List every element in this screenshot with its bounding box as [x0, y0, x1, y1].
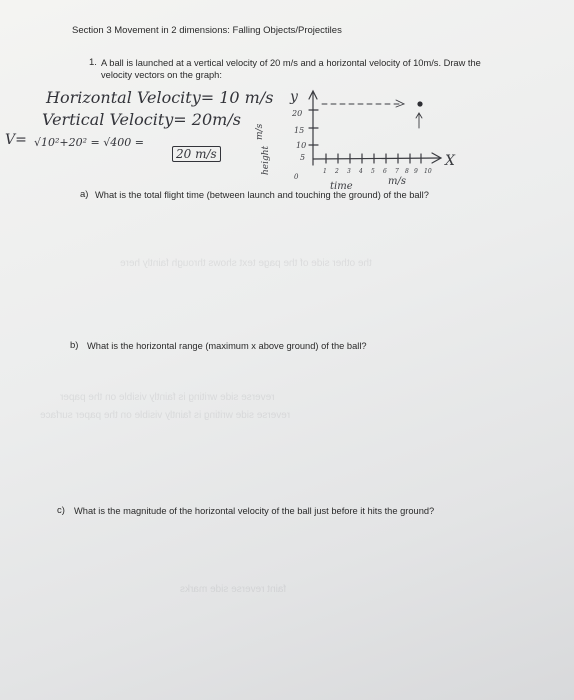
sketch-x-tick-label: 4	[359, 168, 363, 175]
sketch-vertical-axis-unit: m/s	[255, 123, 265, 140]
question-1-number: 1.	[89, 57, 97, 68]
question-c-text: What is the magnitude of the horizontal velocity of the ball just before it hits the ground?	[74, 506, 435, 516]
show-through-text: reverse side writing is faintly visible on the paper surface	[40, 410, 291, 421]
question-1-text-line1: A ball is launched at a vertical velocity of 20 m/s and a horizontal velocity of 10m/s. Draw the	[101, 58, 481, 68]
sketch-x-tick-label: 5	[371, 168, 375, 175]
sketch-y-tick-label: 5	[300, 153, 306, 162]
sketch-ball-dot	[417, 101, 422, 106]
handwritten-vertical-velocity: Vertical Velocity= 20m/s	[42, 110, 241, 129]
sketch-x-tick-label: 1	[323, 168, 327, 175]
sketch-x-tick-label: 10	[424, 168, 432, 175]
handwritten-horizontal-velocity: Horizontal Velocity= 10 m/s	[46, 88, 274, 107]
sketch-y-tick-label: 10	[296, 141, 307, 150]
sketch-x-label: X	[445, 153, 455, 169]
sketch-x-tick-label: 3	[347, 168, 351, 175]
sketch-x-tick-label: 9	[414, 168, 418, 175]
handwritten-v-expression: √10²+20² = √400 =	[34, 136, 144, 149]
sketch-x-tick-label: 2	[335, 168, 339, 175]
question-a-text: What is the total flight time (between launch and touching the ground) of the ball?	[95, 190, 429, 200]
handwritten-v-result: 20 m/s	[172, 146, 221, 162]
sketch-y-tick-label: 20	[292, 109, 303, 118]
show-through-text: the other side of the page text shows through faintly here	[120, 258, 372, 269]
question-a-label: a)	[80, 189, 89, 200]
question-1-text-line2: velocity vectors on the graph:	[101, 70, 222, 80]
question-b-text: What is the horizontal range (maximum x above ground) of the ball?	[87, 341, 367, 351]
sketch-x-tick-label: 6	[383, 168, 387, 175]
sketch-x-tick-label: 8	[405, 168, 409, 175]
sketch-y-label: y	[290, 89, 298, 105]
sketch-horizontal-axis-unit: m/s	[388, 176, 406, 187]
sketch-x-tick-label: 7	[395, 168, 399, 175]
show-through-text: reverse side writing is faintly visible on the paper	[60, 392, 275, 403]
sketch-y-tick-label: 0	[294, 173, 299, 181]
question-b-label: b)	[70, 340, 79, 351]
show-through-text: faint reverse side marks	[180, 584, 287, 595]
handwritten-v-label: V=	[5, 132, 27, 148]
sketch-vertical-axis-label: height	[261, 145, 271, 175]
question-c-label: c)	[57, 505, 65, 516]
sketch-horizontal-axis-label: time	[330, 181, 353, 192]
page-title: Section 3 Movement in 2 dimensions: Falling Objects/Projectiles	[72, 25, 342, 36]
sketch-y-tick-label: 15	[294, 126, 305, 135]
